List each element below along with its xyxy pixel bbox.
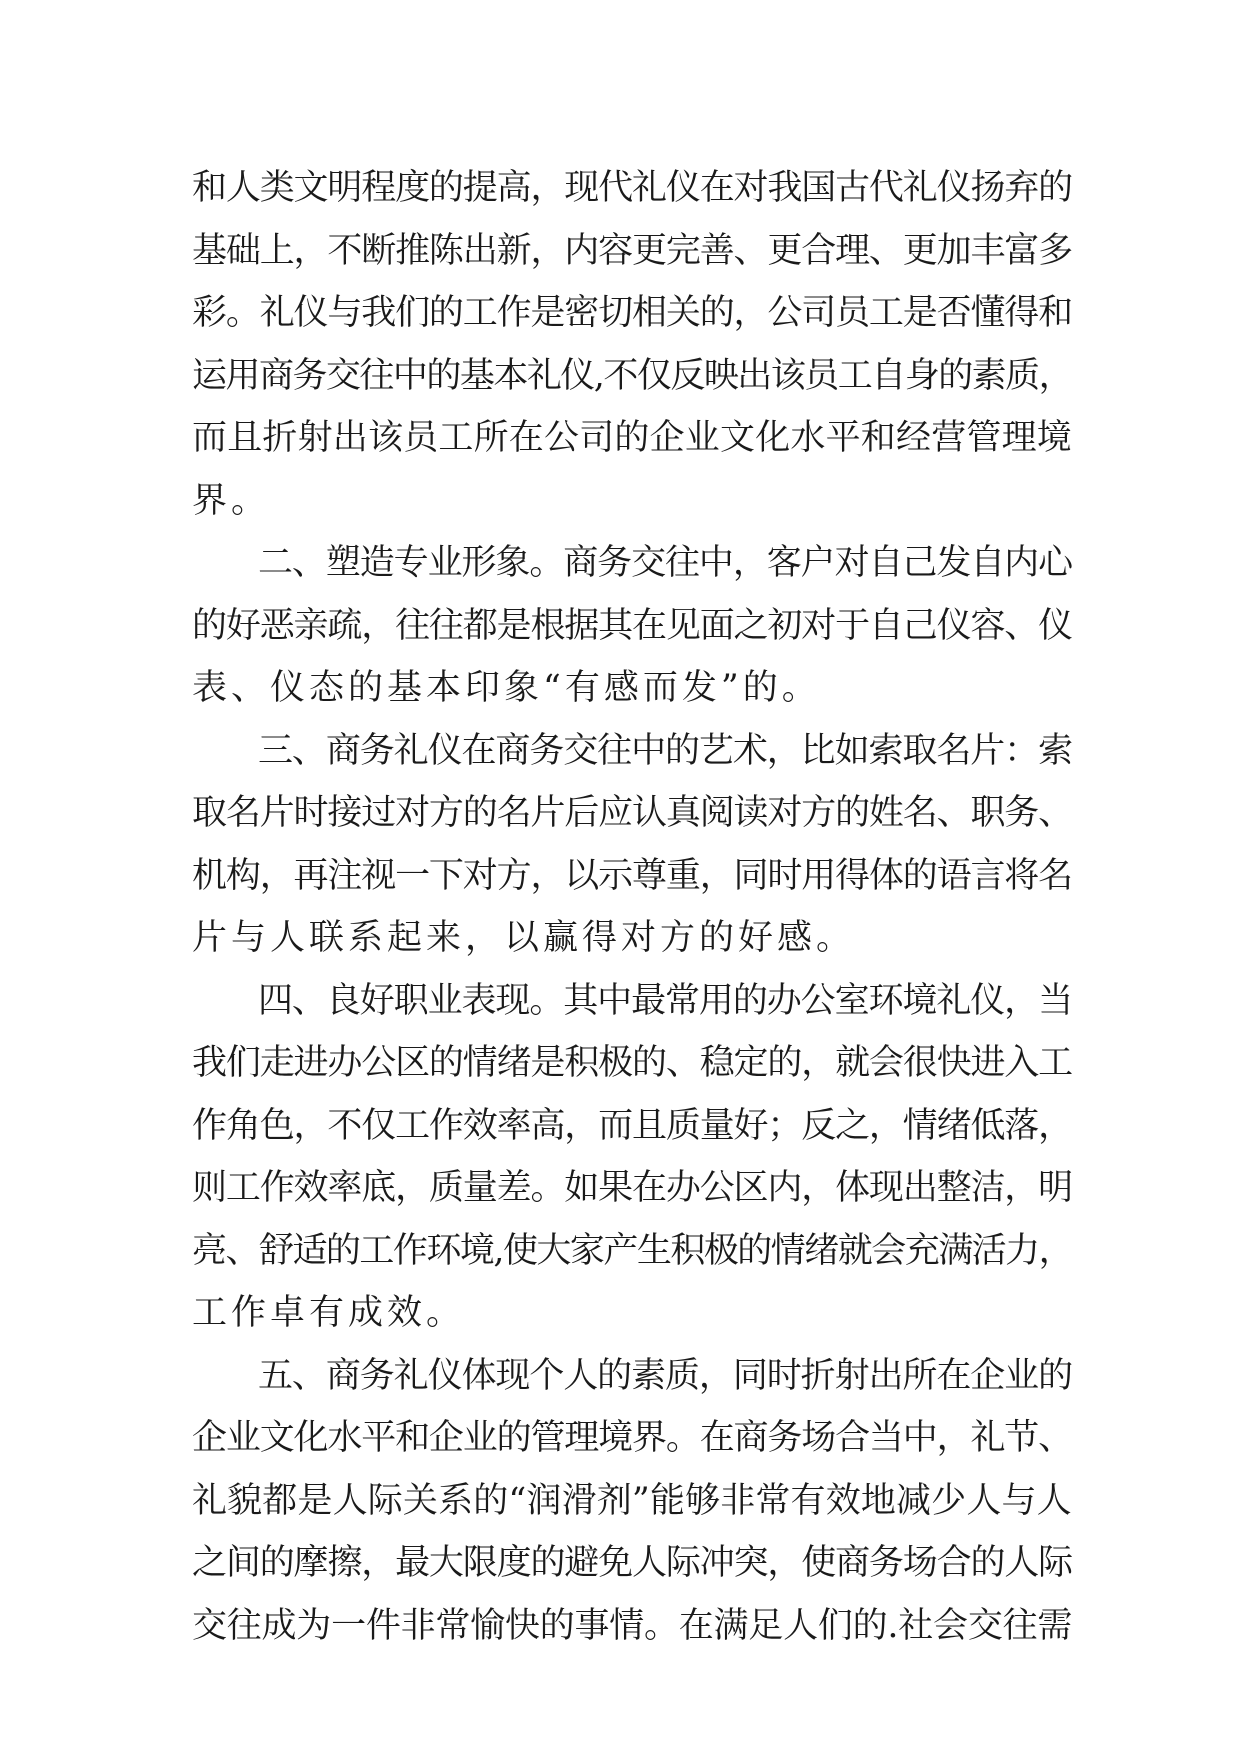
text-line: 作角色，不仅工作效率高，而且质量好；反之，情绪低落， <box>192 1105 1073 1146</box>
text-line: 和人类文明程度的提高，现代礼仪在对我国古代礼仪扬弃的 <box>192 168 1073 208</box>
text-line: 亮、舒适的工作环境,使大家产生积极的情绪就会充满活力， <box>192 1230 1073 1271</box>
text-line: 企业文化水平和企业的管理境界。在商务场合当中，礼节、 <box>192 1418 1073 1458</box>
paragraph-first-line: 四、良好职业表现。其中最常用的办公室环境礼仪，当 <box>258 980 1073 1021</box>
paragraph-first-line: 二、塑造专业形象。商务交往中，客户对自己发自内心 <box>258 543 1073 583</box>
text-line: 表、仪态的基本印象“有感而发”的。 <box>192 668 821 708</box>
text-line: 取名片时接过对方的名片后应认真阅读对方的姓名、职务、 <box>192 793 1073 833</box>
paragraph-first-line: 五、商务礼仪体现个人的素质，同时折射出所在企业的 <box>258 1355 1073 1396</box>
text-line: 界。 <box>192 480 271 521</box>
text-line: 的好恶亲疏，往往都是根据其在见面之初对于自己仪容、仪 <box>192 605 1073 646</box>
text-line: 则工作效率底，质量差。如果在办公区内，体现出整洁，明 <box>192 1168 1073 1208</box>
text-line: 片与人联系起来，以赢得对方的好感。 <box>192 918 856 958</box>
text-line: 而且折射出该员工所在公司的企业文化水平和经营管理境 <box>192 418 1073 458</box>
paragraph-first-line: 三、商务礼仪在商务交往中的艺术，比如索取名片：索 <box>258 730 1073 771</box>
text-line: 运用商务交往中的基本礼仪,不仅反映出该员工自身的素质， <box>192 355 1073 396</box>
text-line: 机构，再注视一下对方，以示尊重，同时用得体的语言将名 <box>192 855 1073 896</box>
text-line: 礼貌都是人际关系的“润滑剂”能够非常有效地减少人与人 <box>192 1480 1072 1521</box>
text-line: 基础上，不断推陈出新，内容更完善、更合理、更加丰富多 <box>192 230 1073 271</box>
document-body <box>192 157 1072 1657</box>
text-line: 我们走进办公区的情绪是积极的、稳定的，就会很快进入工 <box>192 1043 1073 1083</box>
text-line: 交往成为一件非常愉快的事情。在满足人们的.社会交往需 <box>192 1605 1073 1646</box>
text-line: 工作卓有成效。 <box>192 1293 466 1333</box>
text-line: 彩。礼仪与我们的工作是密切相关的，公司员工是否懂得和 <box>192 293 1073 333</box>
text-line: 之间的摩擦，最大限度的避免人际冲突，使商务场合的人际 <box>192 1543 1073 1583</box>
